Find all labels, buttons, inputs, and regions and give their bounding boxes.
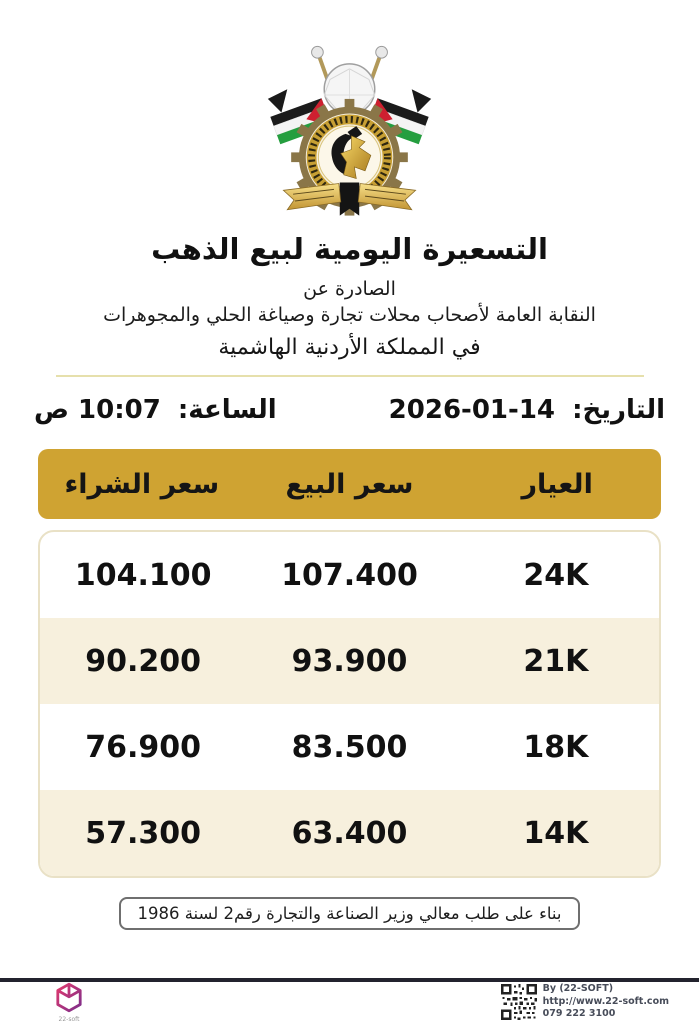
time-group: [34, 395, 277, 425]
cube-logo-icon: [55, 982, 83, 1013]
note-wrap: [0, 897, 699, 930]
credit-line-3: 079 222 3100: [542, 1008, 616, 1020]
table-row: [40, 532, 659, 618]
table-header-row: [38, 449, 661, 519]
sell-price-cell: 93.900: [291, 643, 408, 679]
date-group: [389, 395, 665, 425]
time-value: 10:07 ص: [34, 395, 161, 425]
buy-price-cell: 90.200: [85, 643, 202, 679]
table-row: [40, 704, 659, 790]
gold-price-table: [38, 449, 661, 878]
sell-price-cell: 63.400: [291, 815, 408, 851]
ministry-note: بناء على طلب معالي وزير الصناعة والتجارة رقم2 لسنة 1986: [119, 897, 579, 930]
buy-price-cell: 76.900: [85, 729, 202, 765]
buy-price-cell: 104.100: [74, 557, 212, 593]
karat-cell: 21K: [523, 643, 589, 679]
sell-price-cell: 107.400: [281, 557, 418, 593]
buy-price-cell: 57.300: [85, 815, 202, 851]
syndicate-emblem-icon: [262, 36, 437, 226]
table-row: [40, 618, 659, 704]
credits: [543, 983, 669, 1020]
column-header-buy-price: سعر الشراء: [64, 468, 220, 500]
date-time-row: [0, 395, 699, 425]
developer-logo-caption: 22-soft: [58, 1015, 80, 1023]
header-divider: [56, 375, 644, 377]
logo-wrap: [0, 0, 699, 230]
karat-cell: 24K: [523, 557, 589, 593]
credit-line-2: http://www.22-soft.com: [542, 995, 669, 1007]
footer: [0, 978, 699, 1024]
credit-line-1: By (22-SOFT): [542, 983, 614, 995]
country-name: في المملكة الأردنية الهاشمية: [218, 335, 481, 360]
credit-block: [500, 983, 669, 1021]
date-value: 14-01-2026: [388, 395, 556, 425]
table-body: [38, 530, 661, 878]
developer-logo: [55, 982, 83, 1023]
karat-cell: 14K: [523, 815, 589, 851]
column-header-karat: العيار: [521, 468, 593, 500]
sell-price-cell: 83.500: [291, 729, 408, 765]
time-label: الساعة:: [177, 395, 277, 425]
table-row: [40, 790, 659, 876]
page-title: التسعيرة اليومية لبيع الذهب: [151, 232, 548, 266]
issued-by-label: الصادرة عن: [303, 278, 396, 300]
date-label: التاريخ:: [572, 395, 665, 425]
karat-cell: 18K: [523, 729, 589, 765]
syndicate-name: النقابة العامة لأصحاب محلات تجارة وصياغة الحلي والمجوهرات: [103, 304, 596, 326]
qr-code-icon: [500, 983, 538, 1021]
column-header-sell-price: سعر البيع: [285, 468, 414, 500]
